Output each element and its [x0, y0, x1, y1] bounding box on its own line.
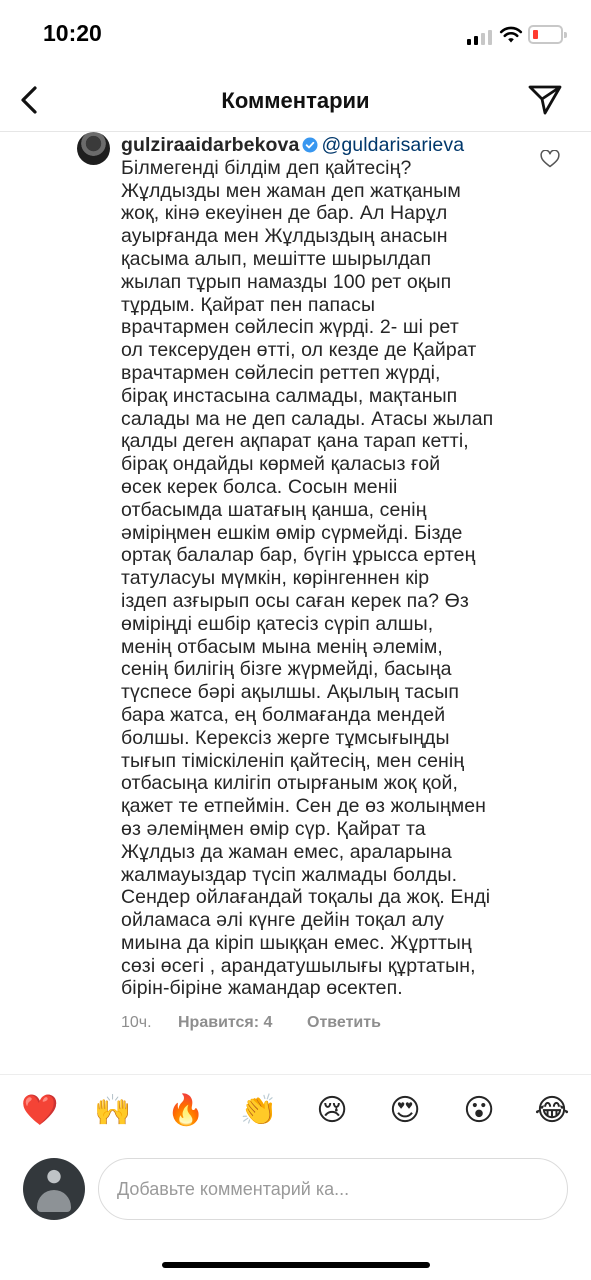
reply-button[interactable]: Ответить	[307, 1014, 381, 1031]
comment-input[interactable]: Добавьте комментарий ка...	[98, 1158, 568, 1220]
status-time: 10:20	[43, 20, 102, 46]
surprised-face-emoji[interactable]: 😮	[463, 1093, 495, 1128]
cellular-signal-icon	[467, 29, 493, 45]
comment-body	[121, 134, 541, 1000]
comment	[0, 132, 591, 1042]
likes-count-link[interactable]: Нравится: 4	[178, 1014, 273, 1031]
heart-outline-icon[interactable]	[540, 150, 560, 168]
comment-time: 10ч.	[121, 1014, 152, 1031]
paper-plane-icon[interactable]	[527, 84, 563, 116]
header	[0, 70, 591, 132]
avatar[interactable]	[77, 132, 110, 165]
heart-eyes-emoji[interactable]: 😍	[389, 1093, 421, 1128]
status-bar	[0, 0, 591, 70]
clapping-hands-emoji[interactable]: 👏	[240, 1093, 278, 1128]
emoji-bar	[0, 1074, 591, 1146]
fire-emoji[interactable]: 🔥	[167, 1093, 205, 1128]
comment-composer	[0, 1146, 591, 1246]
comment-username[interactable]: gulziraaidarbekova	[121, 134, 300, 156]
crying-face-emoji[interactable]: 😢	[316, 1093, 348, 1128]
verified-badge-icon	[302, 137, 318, 153]
wifi-icon	[499, 24, 523, 44]
comment-text: Білмегенді білдім деп қайтесің? Жұлдызды мен жаман деп жатқаным жоқ, кінә екеуінен де бар. Ал Нарұл ауырғанда мен Жұлдыздың анасын қасыма алып, мешітте шырылдап жылап тұрып намазды 100 рет оқып тұрдым. Қайрат пен папасы врачтармен сөйлесіп жүрді. 2- ші рет ол тексеруден өтті, ол кезде де Қайрат врачтармен сөйлесіп реттеп жүрді, бірақ инстасына салмады, мақтанып салады ма не деп салады. Атасы жылап қалды деген ақпарат қана тарап кетті, бірақ ондайды көрмей қаласыз ғой өсек керек болса. Сосын меніі отбасымда шатағың қанша, сенің әміріңмен ешкім өмір сүрмейді. Бізде ортақ балалар бар, бүгін ұрысса ертең татуласуы мүмкін, көрінгеннен кір іздеп азғырып осы саған керек па? Өз өміріңді ешбір қатесіз сүріп алшы, менің отбасым мына менің әлемім, сенің билігің бізге жүрмейді, басыңа түспесе бәрі ақылшы. Ақылың тасып бара жатса, ең болмағанда мендей болшы. Керексіз жерге тұмсығыңды тығып тіміскіленіп қайтесің, мен сенің отбасыңа килігіп отырғаным жоқ қой, қажет те етпеймін. Сен де өз жолыңмен өз әлеміңмен өмір сүр. Қайрат та Жұлдыз да жаман емес, араларына жалмауыздар түсіп жалмады болды. Сендер ойлағандай тоқалы да жоқ. Енді ойламаса әлі күнге дейін тоқал алу миына да кіріп шыққан емес. Жұрттың сөзі өсегі , арандатушылығы құртатын, бірін-біріне жамандар өсектеп.	[121, 156, 494, 1000]
laughing-tears-emoji[interactable]: 😂	[534, 1093, 570, 1128]
page-title: Комментарии	[221, 88, 370, 113]
heart-emoji[interactable]: ❤️	[21, 1093, 59, 1128]
battery-icon	[528, 25, 563, 44]
avatar[interactable]	[23, 1158, 85, 1220]
comment-mention[interactable]: @guldarisarieva	[321, 134, 465, 156]
raising-hands-emoji[interactable]: 🙌	[94, 1093, 132, 1128]
home-indicator[interactable]	[162, 1262, 430, 1268]
